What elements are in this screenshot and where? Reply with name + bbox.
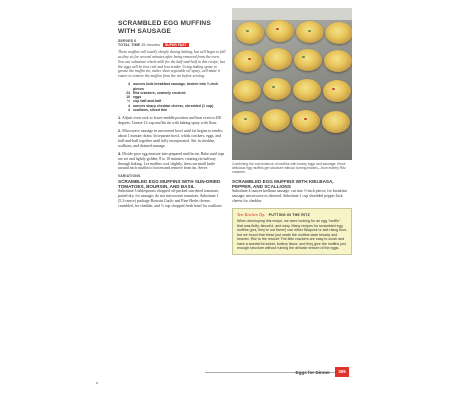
muffin <box>325 22 352 44</box>
step-text: Adjust oven rack to lower-middle position and heat oven to 450 degrees. Grease 12-cup muffin tin with baking spray with flour. <box>118 116 222 126</box>
muffin <box>324 50 352 72</box>
variation-title: SCRAMBLED EGG MUFFINS WITH KIELBASA, PEPPER, AND SCALLIONS <box>232 178 334 190</box>
step-text: Divide poor egg mixture into prepared muffin tin. Bake until tops are set and lightly golden, 8 to 10 minutes, rotating tin halfway through baking. Let muffins cool slightly, then run small knife around each muffin to loosen and remove from tin. Serve. <box>118 151 225 171</box>
step-number: 2. <box>118 128 122 134</box>
recipe-title: SCRAMBLED EGG MUFFINS WITH SAUSAGE <box>118 20 211 35</box>
ingredient-amount: 10 <box>126 95 130 100</box>
sausage-speck <box>276 28 279 30</box>
super-fast-badge: SUPER FAST <box>164 43 187 48</box>
muffin <box>236 22 264 44</box>
sausage-speck <box>332 88 335 90</box>
variation-title: SCRAMBLED EGG MUFFINS WITH SUN-DRIED TOMATOES, BOURSIN, AND BASIL <box>118 178 221 190</box>
page-edge-mark <box>96 382 98 384</box>
ingredient-name: ounces bulk breakfast sausage, broken into ½-inch pieces <box>133 82 219 91</box>
total-time-line <box>118 43 226 48</box>
ingredient-amount: ½ <box>127 99 130 104</box>
ingredient-name: Ritz crackers, coarsely crushed <box>133 90 186 95</box>
test-kitchen-tip-box <box>232 208 352 255</box>
ingredient-name: scallions, sliced thin <box>133 108 168 112</box>
muffin <box>293 79 321 101</box>
tip-text: When developing this recipe, we were looking for an egg "muffin" that was fluffy, flavorful, and easy. Many recipes for scrambled egg muffins (yes, they're out there!) use either Bisquick or self-rising flour, but we found that these just made the muffins taste bready and heavier. Ritz to the rescue! The little crackers are easy to crush and have a wonderful sweet, buttery flavor, and they give the muffins just enough structure without ruining the delicate texture of the eggs. <box>237 219 347 251</box>
step-text: Microwave sausage in uncovered bowl until fat begins to render, about 1 minute; drain. In separate bowl, whisk crackers, eggs, and half-and-half together until fully incorporated. Stir in cheddar, scallions, and drained sausage. <box>118 129 223 148</box>
sausage-speck <box>248 58 251 60</box>
recipe-step <box>118 152 226 172</box>
muffin-photo <box>232 8 352 160</box>
photo-caption: Combining the convenience of muffins with hearty eggs and sausage, these delicious egg muffins get structure without turning leaden—from buttery Ritz crackers. <box>232 162 346 175</box>
muffin <box>322 111 350 133</box>
footer-section-title: Eggs for Dinner <box>295 370 330 375</box>
tip-topic: PUTTING IN THE RITZ <box>268 213 310 218</box>
step-number: 1. <box>118 115 122 121</box>
variations-label: VARIATIONS <box>118 174 141 179</box>
serves-line: SERVES 6 <box>118 38 137 43</box>
muffin <box>262 109 290 131</box>
scallion-speck <box>272 86 275 88</box>
ingredient-name: ounces sharp cheddar cheese, shredded (1 cup) <box>133 103 214 108</box>
total-time-label: TOTAL TIME <box>118 43 141 48</box>
muffin <box>264 48 292 70</box>
muffin <box>234 50 262 72</box>
step-number: 3. <box>118 150 122 156</box>
muffin <box>294 49 322 71</box>
sidebar-column <box>232 8 352 255</box>
variation-text: Substitute 3 tablespoons chopped oil-packed sun-dried tomatoes, patted dry, for sausage; do not microwave tomatoes. Substitute 1 (5.2-ounce) package Boursin Garlic and Fine Herbs cheese, crumbled, for cheddar, and ⅓ cup chopped fresh basil for scallions. <box>118 189 223 209</box>
scallion-speck <box>308 30 311 32</box>
ingredient-name: cup half-and-half <box>133 99 162 104</box>
recipe-intro: These muffins will totally sleeply during baking, but will begin to fall as they sit for several minutes after being removed from the oven. You can substitute whole milk for the half-and-half in this recipe, but the eggs will be less rich and less tender. Using baking spray to grease the muffin tin, rather than vegetable oil spray, will make it easier to remove the muffins from the tin before serving. <box>118 49 226 79</box>
scallion-speck <box>302 56 305 58</box>
tip-brand: Test Kitchen Tip: <box>237 212 266 218</box>
ingredient-item <box>118 108 226 112</box>
recipe-step <box>118 116 226 126</box>
tip-heading <box>237 212 347 218</box>
sausage-speck <box>304 118 307 120</box>
recipe-step <box>118 129 226 149</box>
muffin <box>266 20 294 42</box>
variation-text: Substitute 4 ounces kielbasa sausage, cut into ½-inch pieces, for breakfast sausage; microwave as directed. Substitute 1 cup shredded pepper Jack cheese for cheddar. <box>232 189 348 204</box>
muffin <box>232 111 260 133</box>
scallion-speck <box>244 118 247 120</box>
scallion-speck <box>246 30 249 32</box>
muffin-tin-rim <box>232 8 352 20</box>
muffin <box>263 78 291 100</box>
page-number: 309 <box>335 367 349 377</box>
muffin <box>292 110 320 132</box>
ingredient-amount: 4 <box>128 82 130 87</box>
ingredient-list <box>118 82 226 112</box>
ingredient-item <box>118 82 226 91</box>
muffin <box>296 21 324 43</box>
muffin <box>323 80 351 102</box>
ingredient-amount: 4 <box>128 103 130 108</box>
ingredient-amount: 4 <box>128 108 130 112</box>
total-time-value: 35 minutes <box>141 43 160 48</box>
muffin <box>233 80 261 102</box>
ingredient-amount: 24 <box>126 90 130 95</box>
recipe-column <box>118 20 226 209</box>
ingredient-name: eggs <box>133 95 142 100</box>
